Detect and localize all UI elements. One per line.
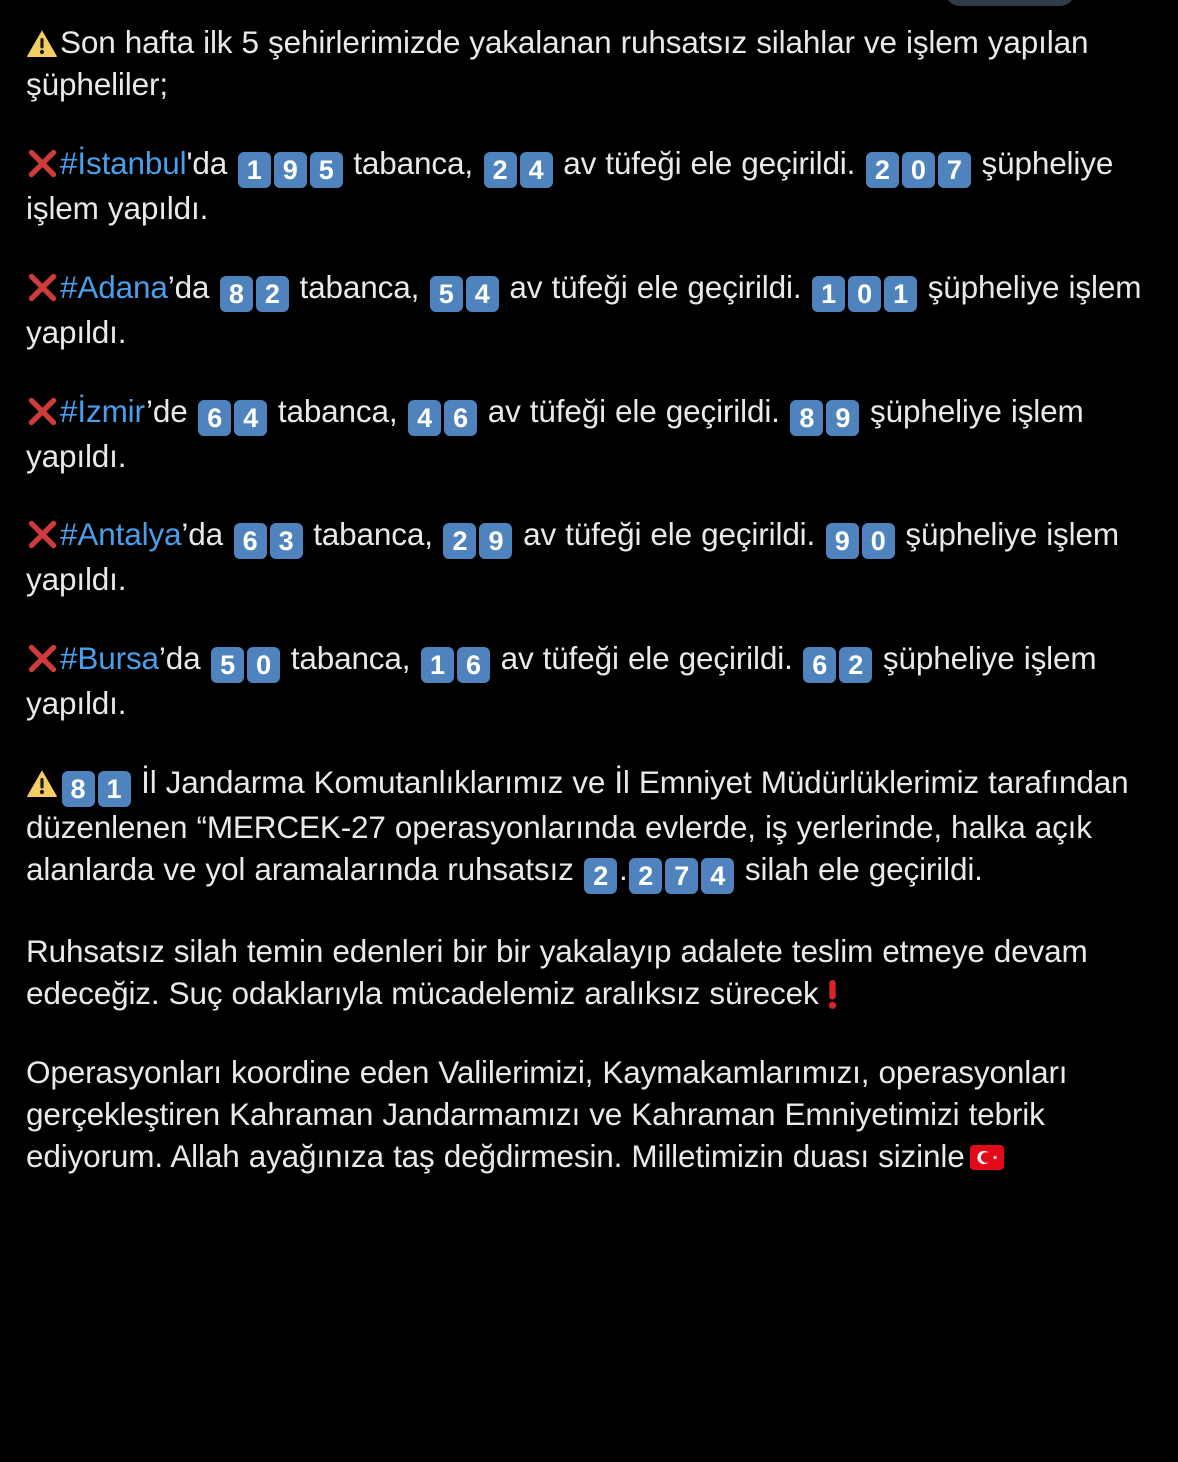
adana-shotguns-badges xyxy=(428,267,500,312)
digit-badge: 6 xyxy=(444,400,477,436)
bursa-suffix: ’da xyxy=(158,640,201,677)
intro-text: Son hafta ilk 5 şehirlerimizde yakalanan ruhsatsız silahlar ve işlem yapılan şüpheliler; xyxy=(26,24,1089,102)
digit-badge: 2 xyxy=(866,152,899,188)
digit-badge: 0 xyxy=(902,152,935,188)
closing-paragraph-1 xyxy=(26,931,1152,1015)
city-line-adana xyxy=(26,267,1152,354)
digit-badge: 8 xyxy=(790,400,823,436)
bursa-suspects-badges xyxy=(802,638,874,683)
bursa-seized-text: av tüfeği ele geçirildi. xyxy=(500,640,793,677)
digit-badge: 2 xyxy=(484,152,517,188)
city-line-antalya xyxy=(26,514,1152,601)
cross-mark-icon xyxy=(26,147,59,180)
red-exclamation-mark-icon xyxy=(824,978,841,1010)
digit-badge: 1 xyxy=(98,771,131,807)
hashtag-istanbul[interactable]: #İstanbul xyxy=(60,144,187,181)
digit-badge: 9 xyxy=(479,523,512,559)
closing-paragraph-2 xyxy=(26,1052,1152,1178)
digit-badge: 2 xyxy=(256,276,289,312)
digit-badge: 5 xyxy=(430,276,463,312)
digit-badge: 1 xyxy=(421,647,454,683)
istanbul-mid-text: tabanca, xyxy=(353,144,473,181)
digit-badge: 5 xyxy=(310,152,343,188)
istanbul-pistols-badges xyxy=(236,143,344,188)
thousands-separator: . xyxy=(619,851,628,888)
digit-badge: 6 xyxy=(198,400,231,436)
digit-badge: 9 xyxy=(826,400,859,436)
cross-mark-icon xyxy=(26,271,59,304)
adana-mid-text: tabanca, xyxy=(299,268,420,305)
antalya-suspects-badges xyxy=(824,514,896,559)
antalya-tail-text: şüpheliye işlem yapıldı. xyxy=(26,516,1119,598)
antalya-pistols-badges xyxy=(232,514,304,559)
warning-sign-icon xyxy=(26,28,58,58)
warning-sign-icon xyxy=(26,768,58,798)
operation-paragraph xyxy=(26,762,1152,894)
adana-tail-text: şüpheliye işlem yapıldı. xyxy=(26,268,1142,350)
hashtag-adana[interactable]: #Adana xyxy=(60,268,168,305)
digit-badge: 6 xyxy=(234,523,267,559)
istanbul-suffix: 'da xyxy=(186,144,228,181)
digit-badge: 1 xyxy=(884,276,917,312)
digit-badge: 8 xyxy=(220,276,253,312)
digit-badge: 4 xyxy=(520,152,553,188)
digit-badge: 6 xyxy=(457,647,490,683)
antalya-seized-text: av tüfeği ele geçirildi. xyxy=(523,516,816,553)
digit-badge: 0 xyxy=(848,276,881,312)
total-weapons-badges xyxy=(583,849,736,894)
digit-badge: 9 xyxy=(274,152,307,188)
antalya-suffix: ’da xyxy=(181,516,223,553)
antalya-shotguns-badges xyxy=(442,514,514,559)
turkish-flag-icon xyxy=(970,1145,1004,1170)
izmir-suspects-badges xyxy=(789,391,861,436)
digit-badge: 0 xyxy=(862,523,895,559)
izmir-suffix: ’de xyxy=(146,392,188,429)
cross-mark-icon xyxy=(26,395,59,428)
digit-badge: 2 xyxy=(443,523,476,559)
city-line-istanbul xyxy=(26,143,1152,230)
operation-text-before-total: İl Jandarma Komutanlıklarımız ve İl Emniyet Müdürlüklerimiz tarafından düzenlenen “MERCEK-27 operasyonlarında evlerde, iş yerlerinde, halka açık alanlarda ve yol aramalarında ruhsatsız xyxy=(26,764,1129,888)
closing-1-text: Ruhsatsız silah temin edenleri bir bir yakalayıp adalete teslim etmeye devam edeceğiz. Suç odaklarıyla mücadelemiz aralıksız sürecek xyxy=(26,933,1088,1012)
digit-badge: 8 xyxy=(62,771,95,807)
digit-badge: 7 xyxy=(665,858,698,894)
adana-suffix: ’da xyxy=(167,268,210,305)
operation-text-after-total: silah ele geçirildi. xyxy=(744,851,983,888)
digit-badge: 4 xyxy=(408,400,441,436)
city-line-izmir xyxy=(26,391,1152,478)
digit-badge: 2 xyxy=(629,858,662,894)
digit-badge: 0 xyxy=(247,647,280,683)
cross-mark-icon xyxy=(26,518,59,551)
digit-badge: 7 xyxy=(938,152,971,188)
izmir-seized-text: av tüfeği ele geçirildi. xyxy=(487,392,780,429)
cross-mark-icon xyxy=(26,642,59,675)
closing-2-text: Operasyonları koordine eden Valilerimizi, Kaymakamlarımızı, operasyonları gerçekleştiren Kahraman Jandarmamızı ve Kahraman Emniyetimizi tebrik ediyorum. Allah ayağınıza taş değdirmesin. Milletimizin duası sizinle xyxy=(26,1053,1068,1174)
digit-badge: 1 xyxy=(238,152,271,188)
digit-badge: 4 xyxy=(234,400,267,436)
hashtag-bursa[interactable]: #Bursa xyxy=(60,640,159,677)
bursa-shotguns-badges xyxy=(420,638,492,683)
digit-badge: 2 xyxy=(839,647,872,683)
istanbul-tail-text: şüpheliye işlem yapıldı. xyxy=(26,144,1114,226)
bursa-pistols-badges xyxy=(210,638,282,683)
antalya-mid-text: tabanca, xyxy=(313,516,433,553)
izmir-mid-text: tabanca, xyxy=(277,392,398,429)
hashtag-antalya[interactable]: #Antalya xyxy=(60,516,182,553)
adana-suspects-badges xyxy=(811,267,919,312)
digit-badge: 2 xyxy=(584,858,617,894)
digit-badge: 9 xyxy=(826,523,859,559)
bursa-mid-text: tabanca, xyxy=(290,640,411,677)
city-line-bursa xyxy=(26,638,1152,725)
digit-badge: 3 xyxy=(270,523,303,559)
digit-badge: 1 xyxy=(812,276,845,312)
adana-pistols-badges xyxy=(218,267,290,312)
intro-paragraph xyxy=(26,22,1152,106)
izmir-shotguns-badges xyxy=(407,391,479,436)
adana-seized-text: av tüfeği ele geçirildi. xyxy=(509,268,802,305)
izmir-pistols-badges xyxy=(197,391,269,436)
izmir-tail-text: şüpheliye işlem yapıldı. xyxy=(26,392,1084,474)
operation-count-badges xyxy=(60,762,132,807)
digit-badge: 5 xyxy=(211,647,244,683)
istanbul-shotguns-badges xyxy=(482,143,554,188)
bursa-tail-text: şüpheliye işlem yapıldı. xyxy=(26,640,1097,722)
digit-badge: 4 xyxy=(701,858,734,894)
hashtag-izmir[interactable]: #İzmir xyxy=(60,392,147,429)
istanbul-seized-text: av tüfeği ele geçirildi. xyxy=(563,144,856,181)
digit-badge: 4 xyxy=(466,276,499,312)
istanbul-suspects-badges xyxy=(864,143,972,188)
digit-badge: 6 xyxy=(803,647,836,683)
